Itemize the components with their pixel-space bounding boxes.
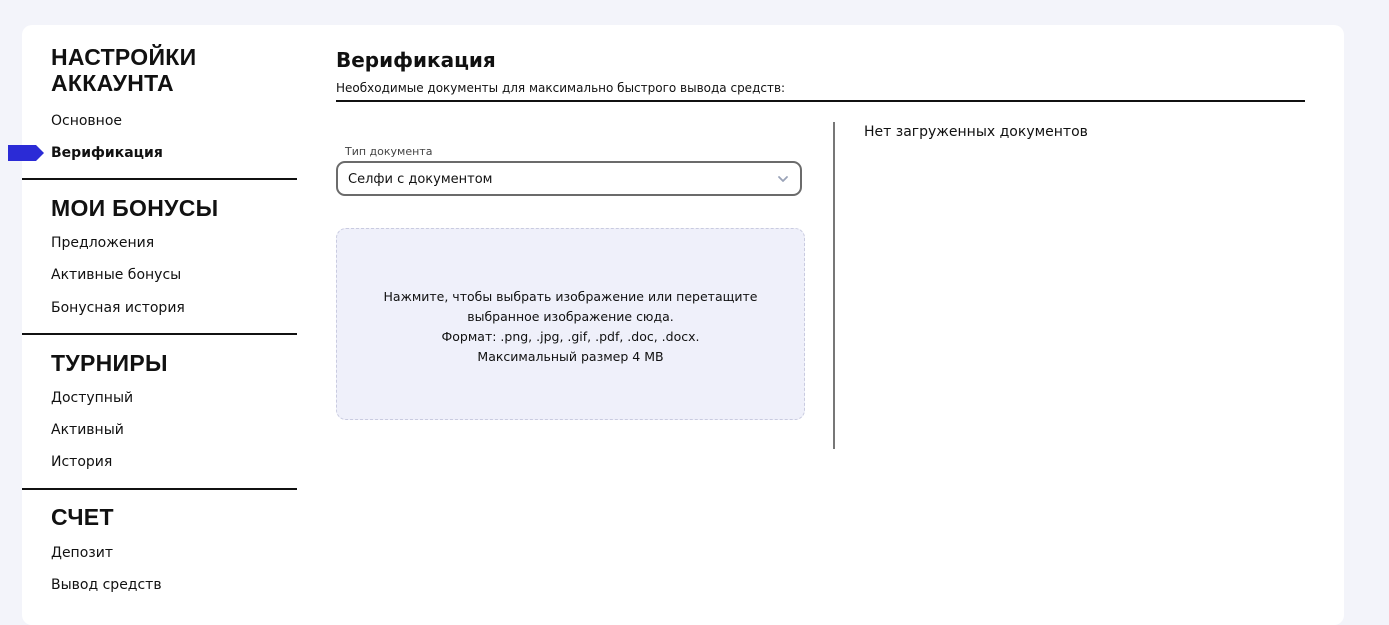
page-subtitle: Необходимые документы для максимально быстрого вывода средств: bbox=[336, 81, 786, 95]
page-title: Верификация bbox=[336, 48, 496, 72]
sidebar-item-offers[interactable]: Предложения bbox=[51, 235, 155, 251]
dropzone-max-size: Максимальный размер 4 MB bbox=[477, 349, 664, 364]
sidebar-section-title-bonuses: МОИ БОНУСЫ bbox=[51, 195, 219, 221]
sidebar-item-deposit[interactable]: Депозит bbox=[51, 545, 113, 561]
dropzone-format: Формат: .png, .jpg, .gif, .pdf, .doc, .docx. bbox=[441, 329, 700, 344]
sidebar-item-available[interactable]: Доступный bbox=[51, 390, 134, 406]
column-divider bbox=[833, 122, 835, 449]
sidebar-divider bbox=[22, 178, 297, 180]
settings-card bbox=[22, 25, 1344, 625]
sidebar-item-history[interactable]: История bbox=[51, 454, 113, 470]
dropzone-instructions bbox=[337, 287, 804, 367]
sidebar-divider bbox=[22, 488, 297, 490]
no-documents-message: Нет загруженных документов bbox=[864, 124, 1088, 140]
title-divider bbox=[336, 100, 1305, 102]
chevron-down-icon bbox=[776, 173, 790, 185]
sidebar-item-bonus-history[interactable]: Бонусная история bbox=[51, 300, 185, 316]
sidebar-divider bbox=[22, 333, 297, 335]
document-type-label: Тип документа bbox=[345, 145, 433, 158]
sidebar-item-main[interactable]: Основное bbox=[51, 113, 123, 129]
sidebar-item-active[interactable]: Активный bbox=[51, 422, 124, 438]
document-type-select[interactable] bbox=[336, 161, 802, 196]
sidebar-item-active-bonuses[interactable]: Активные бонусы bbox=[51, 267, 182, 283]
sidebar-item-withdrawal[interactable]: Вывод средств bbox=[51, 577, 162, 593]
dropzone-line: выбранное изображение сюда. bbox=[467, 309, 674, 324]
document-type-value: Селфи с документом bbox=[348, 172, 493, 187]
arrow-right-icon bbox=[8, 145, 44, 161]
sidebar-section-title-account-balance: СЧЕТ bbox=[51, 504, 114, 530]
sidebar-item-verification[interactable]: Верификация bbox=[51, 145, 163, 161]
sidebar-section-title-tournaments: ТУРНИРЫ bbox=[51, 350, 168, 376]
dropzone-line: Нажмите, чтобы выбрать изображение или перетащите bbox=[383, 289, 758, 304]
file-dropzone[interactable] bbox=[336, 228, 805, 420]
sidebar-section-title-account-text: НАСТРОЙКИ АККАУНТА bbox=[51, 44, 197, 96]
sidebar-section-title-account bbox=[51, 44, 297, 96]
